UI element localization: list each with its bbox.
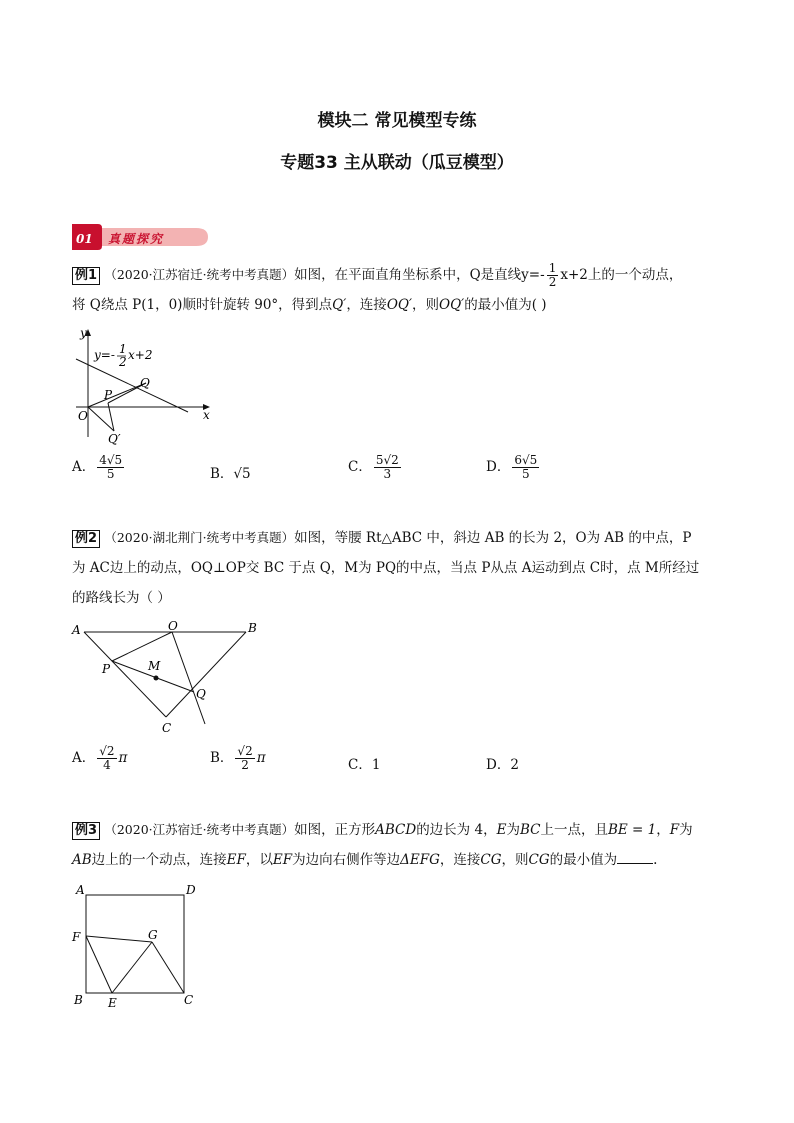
- banner-graphic: [68, 220, 208, 254]
- fig2-label-a: A: [72, 623, 81, 637]
- fig1-eq-a: y=-: [94, 348, 115, 362]
- example-2-line2: 为 AC边上的动点，OQ⊥OP交 BC 于点 Q，M为 PQ的中点，当点 P从点 A运动到点 C时，点 M所经过: [72, 560, 700, 576]
- example-1-text: [72, 260, 732, 320]
- fig3-label-a: A: [76, 883, 85, 897]
- fig3-label-e: E: [108, 996, 117, 1010]
- example-2-option-c[interactable]: C．1: [348, 757, 381, 773]
- example-3-label: 例3: [72, 822, 100, 840]
- example-1-source: （2020·江苏宿迁·统考中考真题）: [104, 267, 295, 282]
- example-1-option-a[interactable]: A． $\frac{4√5}{5}$: [72, 453, 123, 481]
- fig1-eq-b: x+2: [128, 348, 153, 362]
- example-1-qprime: Q′: [332, 297, 347, 313]
- example-1-label: 例1: [72, 267, 100, 285]
- module-title: 模块二 常见模型专练: [317, 111, 477, 131]
- example-1-option-c[interactable]: C． $\frac{5√2}{3}$: [348, 453, 399, 481]
- fig3-label-d: D: [186, 883, 196, 897]
- example-1-oqprime: OQ′: [386, 297, 413, 313]
- fig3-label-b: B: [74, 993, 83, 1007]
- answer-blank[interactable]: [617, 849, 653, 864]
- fig1-label-x: x: [203, 408, 210, 422]
- example-1-text-a: 如图，在平面直角坐标系中，Q是直线y=-: [294, 267, 545, 283]
- example-1-line2-c: ，则: [412, 297, 440, 313]
- example-1-figure: [68, 325, 228, 449]
- fig2-label-p: P: [102, 662, 111, 676]
- fig1-label-o: O: [78, 409, 88, 423]
- example-2-option-b[interactable]: B． $\frac{√2}{2}$ π: [210, 744, 266, 772]
- fig1-label-qprime: Q′: [108, 432, 121, 445]
- fig3-label-g: G: [148, 928, 158, 942]
- fig2-label-q: Q: [196, 687, 206, 701]
- example-2-option-a[interactable]: A． $\frac{√2}{4}$ π: [72, 744, 128, 772]
- fig1-eq-num: 1: [119, 342, 127, 356]
- example-1-option-d[interactable]: D． $\frac{6√5}{5}$: [486, 453, 538, 481]
- fig2-label-m: M: [148, 659, 161, 673]
- example-1-line2-a: 将 Q绕点 P(1，0)顺时针旋转 90°，得到点: [72, 297, 333, 313]
- topic-title: 专题33 主从联动（瓜豆模型）: [280, 153, 514, 173]
- example-1-oqprime-2: OQ′: [439, 297, 465, 313]
- example-1-text-b: x+2上的一个动点，: [560, 267, 683, 283]
- example-1-line2-b: ，连接: [346, 297, 387, 313]
- example-2-label: 例2: [72, 530, 100, 548]
- example-2-line3: 的路线长为（ ）: [72, 590, 171, 606]
- section-banner: [68, 220, 208, 254]
- example-2-line1: 如图，等腰 Rt△ABC 中，斜边 AB 的长为 2，O为 AB 的中点，P: [294, 530, 692, 546]
- example-2-option-d[interactable]: D．2: [486, 757, 519, 773]
- fig2-label-c: C: [162, 721, 172, 735]
- example-2-source: （2020·湖北荆门·统考中考真题）: [104, 530, 295, 545]
- example-3-source: （2020·江苏宿迁·统考中考真题）: [104, 822, 295, 837]
- example-3-text: 例3 （2020·江苏宿迁·统考中考真题）如图，正方形ABCD的边长为 4，E为BC上一点，且BE = 1，F为 AB边上的一个动点，连接EF，以EF为边向右侧作等边ΔEFG，连接CG，则CG的最小值为 .: [72, 822, 693, 868]
- example-2-text: [72, 523, 732, 613]
- fig2-label-o: O: [168, 619, 178, 633]
- example-1-option-b[interactable]: B．√5: [210, 466, 251, 482]
- banner-number: 01: [76, 232, 93, 246]
- example-1-fraction: $\frac{1}{2}$: [548, 261, 557, 289]
- banner-text: 真题探究: [108, 232, 165, 246]
- fig2-label-b: B: [248, 621, 257, 635]
- fig1-eq-den: 2: [119, 355, 127, 369]
- fig1-label-p: P: [104, 388, 113, 402]
- fig1-label-y: y: [80, 326, 87, 340]
- example-2-figure: [68, 618, 268, 742]
- fig1-label-q: Q: [140, 376, 150, 390]
- fig3-label-c: C: [184, 993, 194, 1007]
- fig3-label-f: F: [72, 930, 81, 944]
- example-3-figure: [68, 880, 208, 1016]
- example-1-line2-d: 的最小值为( ): [464, 297, 547, 313]
